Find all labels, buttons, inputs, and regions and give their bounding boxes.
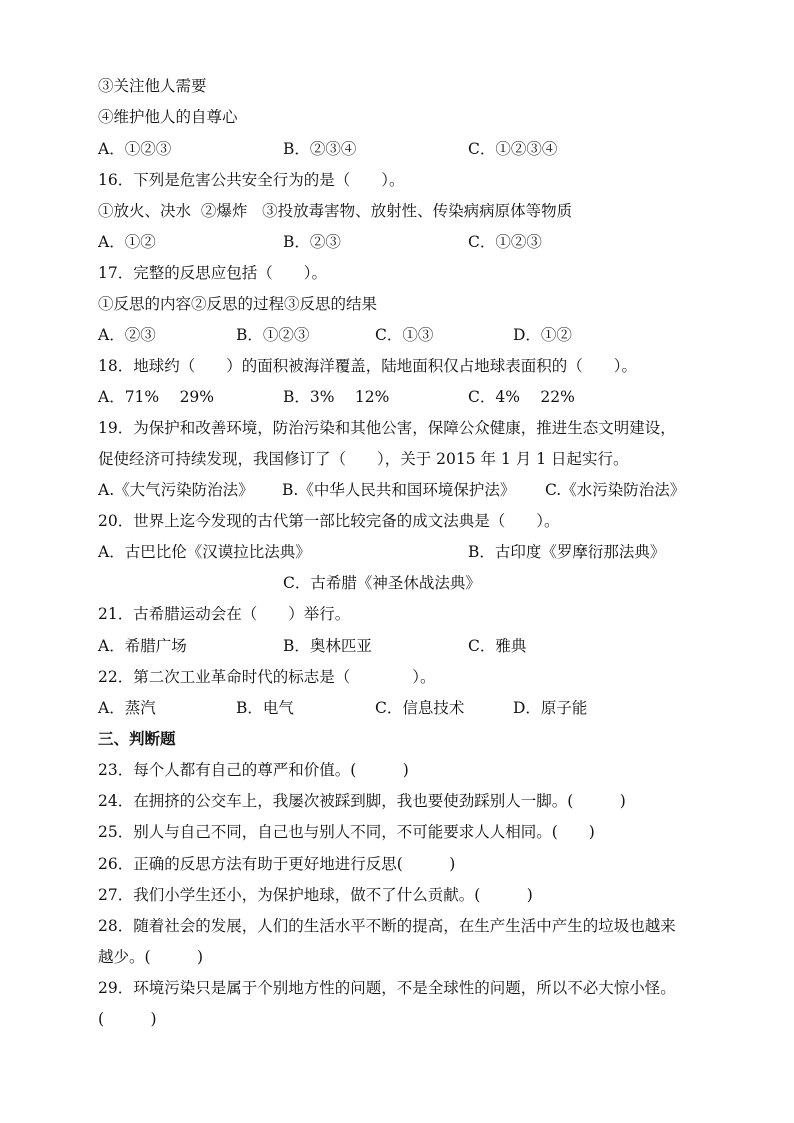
q19-stem-1: 19．为保护和改善环境，防治污染和其他公害，保障公众健康，推进生态文明建设，	[98, 419, 676, 437]
q17-option-a: A．②③	[98, 326, 156, 344]
q28-line-1: 28．随着社会的发展，人们的生活水平不断的提高，在生产生活中产生的垃圾也越来	[98, 917, 676, 935]
q29-line-1: 29．环境污染只是属于个别地方性的问题，不是全球性的问题，所以不必大惊小怪。	[98, 979, 676, 997]
q26: 26．正确的反思方法有助于更好地进行反思( )	[98, 855, 456, 873]
q18-stem: 18．地球约（ ）的面积被海洋覆盖，陆地面积仅占地球表面积的（ ）。	[98, 357, 637, 375]
q29-line-2: ( )	[98, 1010, 157, 1028]
q20-stem: 20．世界上迄今发现的古代第一部比较完备的成文法典是（ ）。	[98, 512, 560, 530]
q21-option-c: C．雅典	[468, 637, 527, 655]
q21-option-a: A．希腊广场	[98, 637, 187, 655]
q19-stem-2: 促使经济可持续发现，我国修订了（ ），关于 2015 年 1 月 1 日起实行。	[98, 450, 629, 468]
q28-line-2: 越少。( )	[98, 948, 204, 966]
q17-stem: 17．完整的反思应包括（ ）。	[98, 264, 327, 282]
q19-option-a: A.《大气污染防治法》	[98, 481, 254, 499]
q22-option-a: A．蒸汽	[98, 699, 156, 717]
q15-option-c: C．①②③④	[468, 140, 558, 158]
q27: 27．我们小学生还小，为保护地球，做不了什么贡献。( )	[98, 886, 533, 904]
q22-option-c: C．信息技术	[375, 699, 465, 717]
q15-item-3: ③关注他人需要	[98, 77, 207, 95]
q24: 24．在拥挤的公交车上，我屡次被踩到脚，我也要使劲踩别人一脚。( )	[98, 792, 626, 810]
q17-option-d: D．①②	[513, 326, 572, 344]
q16-option-a: A．①②	[98, 233, 156, 251]
q15-item-4: ④维护他人的自尊心	[98, 108, 238, 126]
q22-stem: 22．第二次工业革命时代的标志是（ ）。	[98, 668, 436, 686]
section-heading-true-false: 三、判断题	[98, 730, 176, 748]
q21-stem: 21．古希腊运动会在（ ）举行。	[98, 605, 351, 623]
q17-option-b: B．①②③	[236, 326, 310, 344]
q15-option-a: A．①②③	[98, 140, 172, 158]
q21-option-b: B．奥林匹亚	[283, 637, 372, 655]
q17-items: ①反思的内容②反思的过程③反思的结果	[98, 295, 378, 313]
q20-option-a: A．古巴比伦《汉谟拉比法典》	[98, 543, 311, 561]
q16-option-c: C．①②③	[468, 233, 542, 251]
q16-items: ①放火、决水 ②爆炸 ③投放毒害物、放射性、传染病病原体等物质	[98, 202, 573, 220]
q23: 23．每个人都有自己的尊严和价值。( )	[98, 761, 409, 779]
q22-option-b: B．电气	[236, 699, 294, 717]
q19-option-b: B.《中华人民共和国环境保护法》	[282, 481, 516, 499]
q16-stem: 16．下列是危害公共安全行为的是（ ）。	[98, 171, 405, 189]
q19-option-c: C.《水污染防治法》	[545, 481, 686, 499]
q15-option-b: B．②③④	[283, 140, 357, 158]
q18-option-a: A．71% 29%	[98, 388, 215, 406]
q20-option-c: C．古希腊《神圣休战法典》	[283, 574, 481, 592]
q17-option-c: C．①③	[375, 326, 434, 344]
q25: 25．别人与自己不同，自己也与别人不同，不可能要求人人相同。( )	[98, 823, 595, 841]
q22-option-d: D．原子能	[513, 699, 588, 717]
q18-option-c: C．4% 22%	[468, 388, 575, 406]
q20-option-b: B．古印度《罗摩衍那法典》	[468, 543, 666, 561]
q16-option-b: B．②③	[283, 233, 341, 251]
q18-option-b: B．3% 12%	[283, 388, 390, 406]
